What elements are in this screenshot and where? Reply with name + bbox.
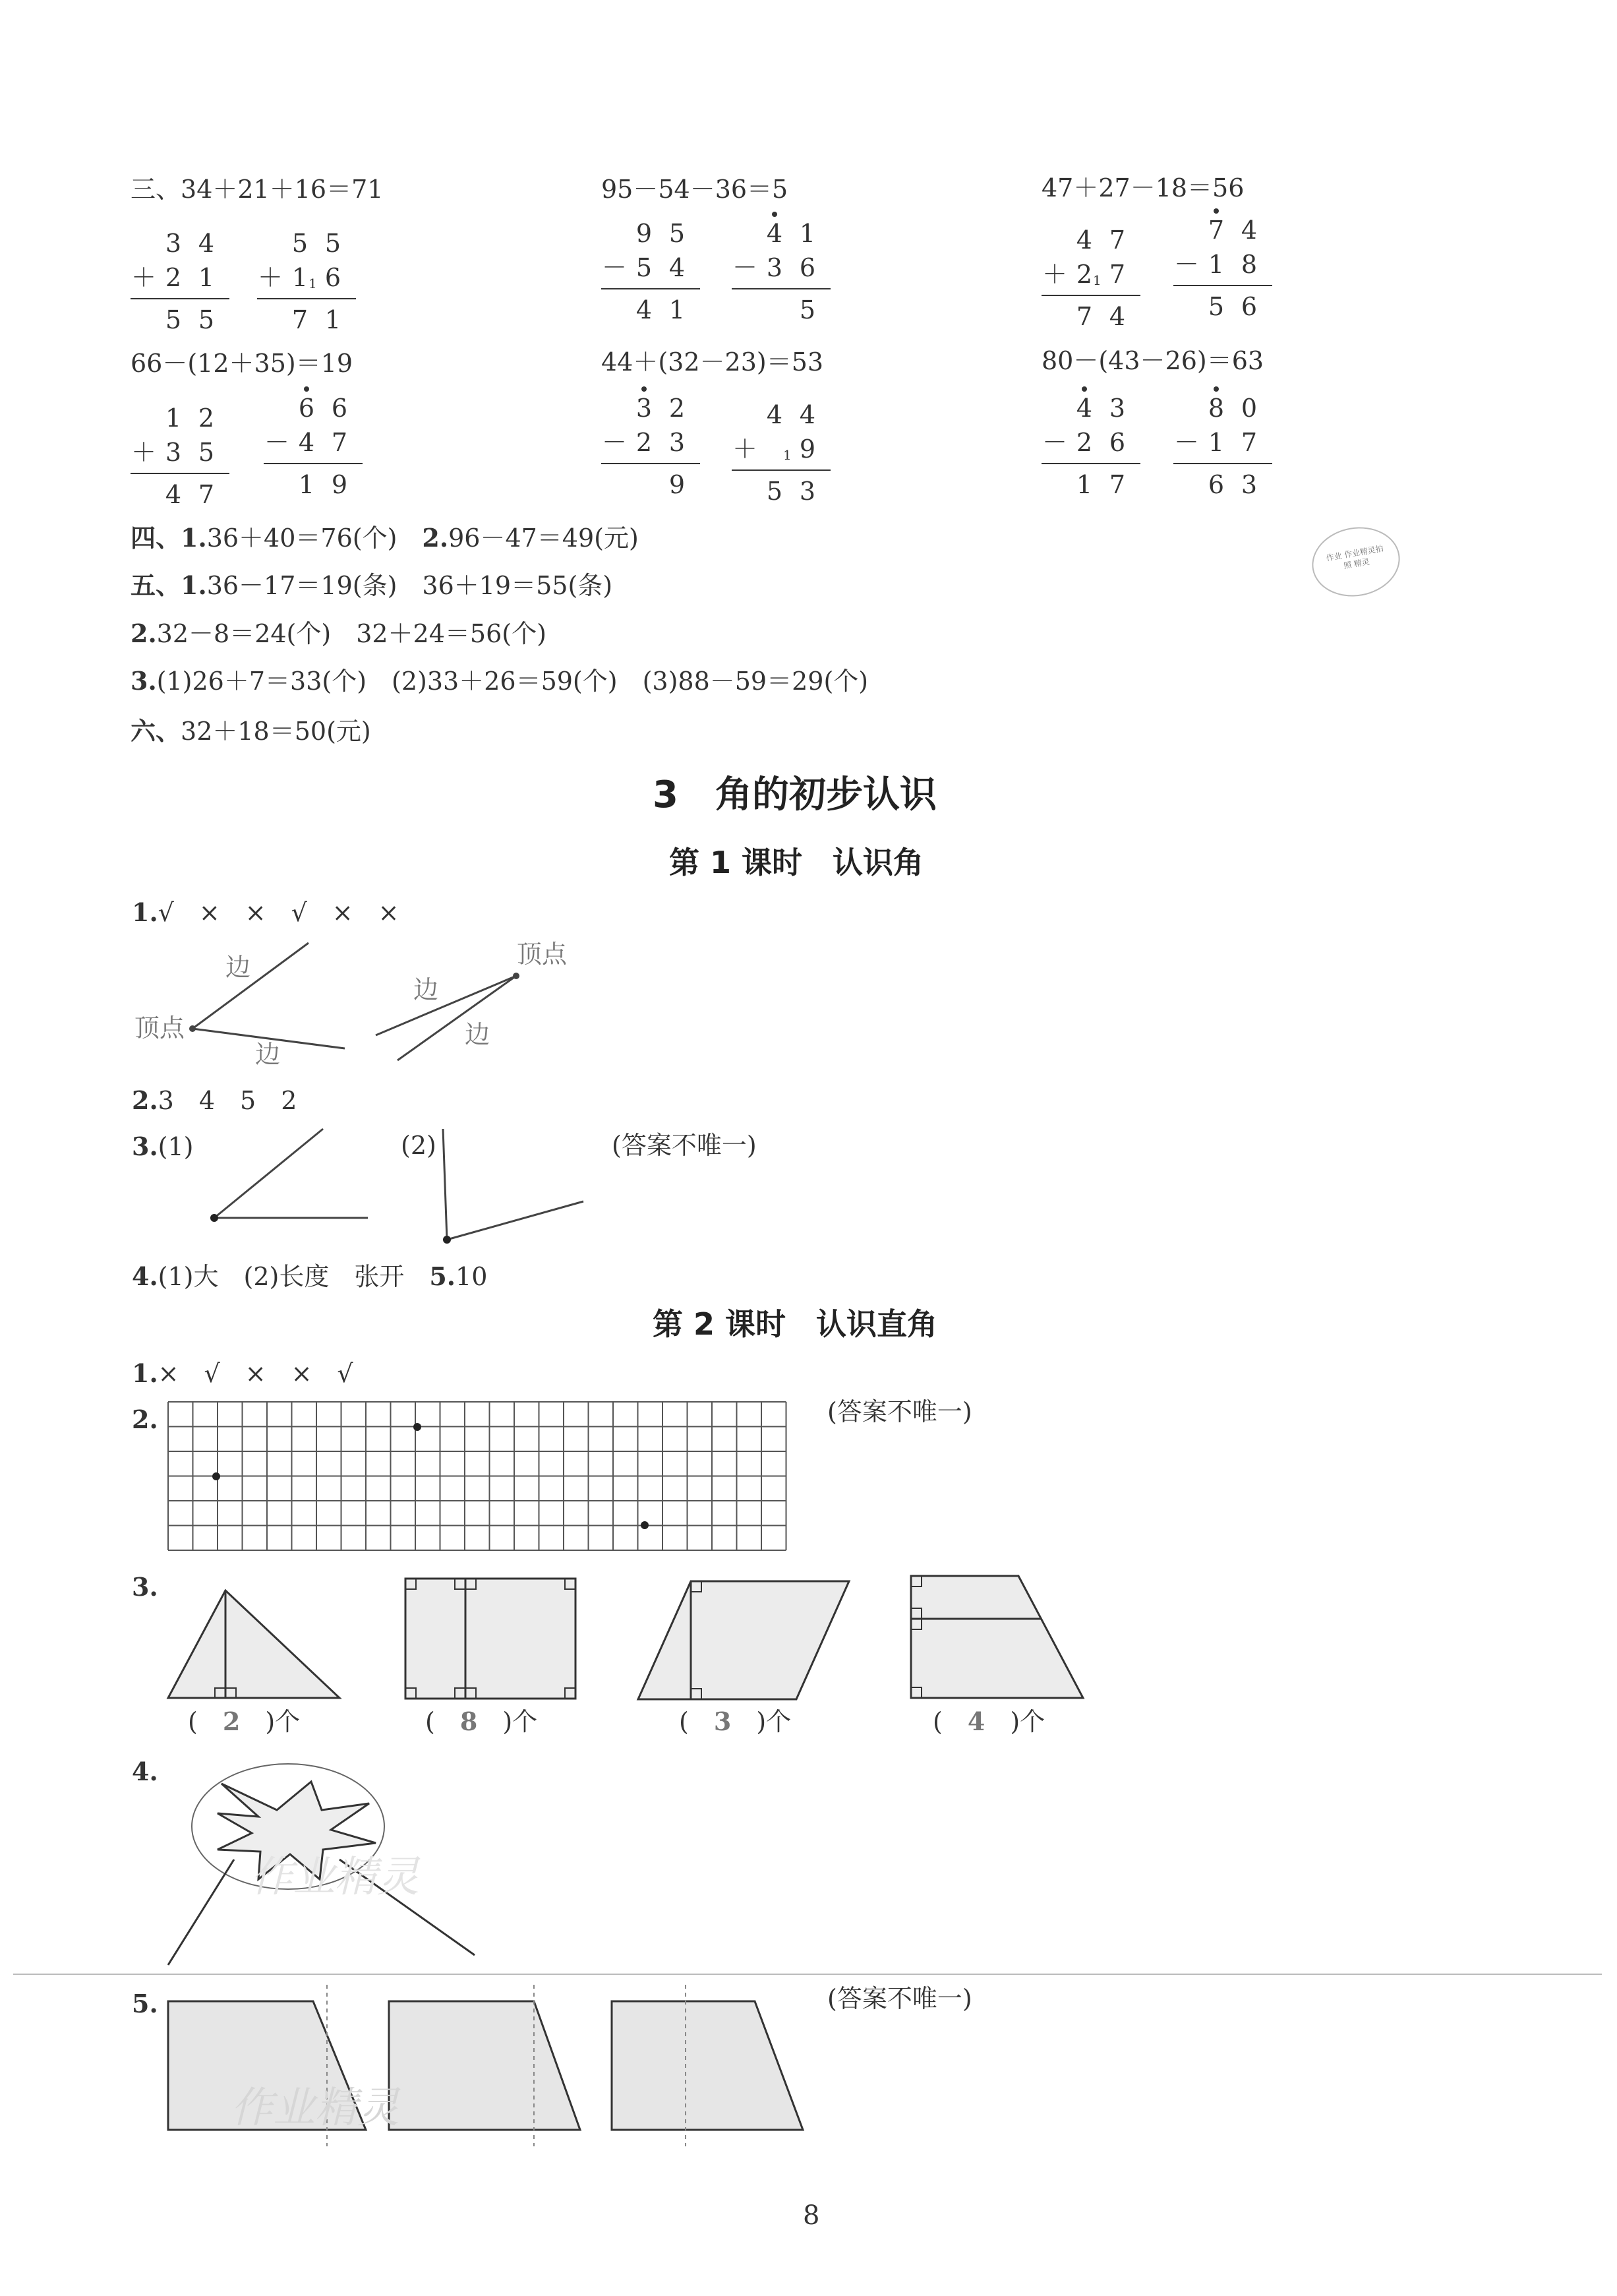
section6-line: 六、32＋18＝50(元) [131, 716, 371, 746]
calc-digit: 1 [291, 263, 309, 292]
label-edge: 边 [413, 975, 439, 1004]
calc-digit: 1 [324, 305, 341, 334]
calc-digit: 7 [198, 480, 215, 509]
section3-eq4: 66－(12＋35)＝19 [131, 349, 353, 378]
calc-digit: 4 [198, 229, 215, 258]
calc-digit: 6 [324, 263, 341, 292]
calc-digit: 4 [1076, 394, 1093, 423]
calc-carry: 1 [783, 447, 792, 463]
calc-digit: 3 [668, 428, 686, 457]
calc-digit: 9 [331, 470, 348, 499]
calc-digit: 5 [799, 295, 816, 324]
l2-q2-num: 2. [132, 1405, 158, 1434]
calc-digit: 1 [298, 470, 315, 499]
calc-digit: 2 [668, 394, 686, 423]
l1-q3: 3.(1) [132, 1132, 194, 1161]
section3-eq6: 80－(43－26)＝63 [1042, 346, 1264, 375]
section3-eq5: 44＋(32－23)＝53 [601, 347, 824, 377]
calc-operator: － [1173, 250, 1199, 279]
calc-carry: 1 [1093, 272, 1102, 288]
calc-digit: 5 [198, 438, 215, 467]
calc-digit: 7 [1109, 470, 1126, 499]
calc-digit: 4 [668, 253, 686, 282]
calc-digit: 1 [198, 263, 215, 292]
l2-q5-note: (答案不唯一) [827, 1984, 972, 2013]
calc-digit: 6 [1208, 470, 1225, 499]
l1-q2: 2.3 4 5 2 [132, 1085, 297, 1115]
calc-digit: 3 [635, 394, 653, 423]
l2-q2-note: (答案不唯一) [827, 1397, 972, 1426]
calc-digit: 4 [1076, 226, 1093, 255]
fold-shape-2 [389, 2001, 580, 2130]
calc-digit: 5 [766, 477, 783, 506]
calc-digit: 3 [766, 253, 783, 282]
l1-q3-part2: (2) [401, 1131, 436, 1160]
l1-q3-note: (答案不唯一) [612, 1131, 757, 1160]
calc-digit: 3 [165, 438, 182, 467]
calc-digit: 6 [331, 394, 348, 423]
calc-operator: ＋ [131, 438, 156, 467]
calc-digit: 4 [1109, 302, 1126, 331]
l1-q4: 4.(1)大 (2)长度 张开 5.10 [132, 1261, 488, 1291]
calc-digit: 2 [165, 263, 182, 292]
stamp-text: 作业 作业精灵拍照 精灵 [1325, 543, 1384, 570]
calc-digit: 7 [1076, 302, 1093, 331]
calc-operator: － [601, 428, 627, 457]
calc-operator: － [264, 428, 289, 457]
calc-digit: 1 [799, 219, 816, 248]
calc-digit: 8 [1208, 394, 1225, 423]
calc-digit: 2 [635, 428, 653, 457]
watermark: 作业精灵 [231, 2084, 399, 2132]
calc-operator: － [601, 253, 627, 282]
label-vertex: 顶点 [134, 1013, 185, 1042]
calc-digit: 9 [668, 470, 686, 499]
calc-digit: 6 [1241, 292, 1258, 321]
calc-digit: 2 [198, 404, 215, 433]
fold-shape-3 [612, 2001, 803, 2130]
calc-digit: 4 [1241, 216, 1258, 245]
calc-digit: 5 [165, 305, 182, 334]
l2-q3-num: 3. [132, 1572, 158, 1602]
calc-digit: 7 [1109, 260, 1126, 289]
calc-digit: 3 [1109, 394, 1126, 423]
calc-operator: － [732, 253, 757, 282]
l2-q5-num: 5. [132, 1989, 158, 2018]
calc-carry: 1 [309, 276, 317, 291]
calc-digit: 3 [799, 477, 816, 506]
label-edge: 边 [465, 1020, 490, 1049]
calc-digit: 1 [165, 404, 182, 433]
section5-line2: 2.32－8＝24(个) 32＋24＝56(个) [131, 619, 546, 648]
count-rectangle: ( 8 )个 [425, 1707, 538, 1736]
watermark: 作业精灵 [250, 1853, 419, 1902]
calc-digit: 7 [1109, 226, 1126, 255]
page-number: 8 [803, 2200, 820, 2231]
calc-digit: 4 [298, 428, 315, 457]
calc-digit: 4 [799, 400, 816, 429]
calc-digit: 0 [1241, 394, 1258, 423]
l2-q4-num: 4. [132, 1757, 158, 1786]
calc-digit: 1 [1208, 250, 1225, 279]
chapter-title: 3 角的初步认识 [653, 773, 937, 816]
calc-operator: ＋ [131, 263, 156, 292]
calc-digit: 4 [766, 400, 783, 429]
lesson2-title: 第 2 课时 认识直角 [653, 1306, 938, 1342]
calc-digit: 5 [1208, 292, 1225, 321]
calc-digit: 5 [668, 219, 686, 248]
section3-eq2: 95－54－36＝5 [601, 175, 788, 204]
calc-digit: 1 [1208, 428, 1225, 457]
section5-line3: 3.(1)26＋7＝33(个) (2)33＋26＝59(个) (3)88－59＝29(个) [131, 666, 869, 696]
calc-operator: － [1042, 428, 1067, 457]
calc-digit: 5 [291, 229, 309, 258]
calc-digit: 3 [1241, 470, 1258, 499]
l2-q1: 1.× √ × × √ [132, 1358, 353, 1388]
label-edge: 边 [255, 1040, 281, 1069]
calc-digit: 5 [198, 305, 215, 334]
calc-digit: 6 [1109, 428, 1126, 457]
calc-digit: 5 [324, 229, 341, 258]
calc-digit: 6 [298, 394, 315, 423]
section4-line: 四、1.36＋40＝76(个) 2.96－47＝49(元) [131, 523, 639, 553]
calc-digit: 9 [635, 219, 653, 248]
calc-digit: 8 [1241, 250, 1258, 279]
calc-operator: ＋ [257, 263, 283, 292]
calc-digit: 6 [799, 253, 816, 282]
calc-digit: 9 [799, 435, 816, 464]
section3-eq1: 三、34＋21＋16＝71 [131, 175, 384, 204]
section3-eq3: 47＋27－18＝56 [1042, 173, 1245, 202]
calc-digit: 7 [331, 428, 348, 457]
calc-digit: 1 [1076, 470, 1093, 499]
l1-q1: 1.√ × × √ × × [132, 897, 399, 927]
count-parallelogram: ( 3 )个 [679, 1707, 792, 1736]
calc-digit: 1 [668, 295, 686, 324]
calc-digit: 4 [165, 480, 182, 509]
label-edge: 边 [225, 953, 251, 982]
calc-digit: 4 [635, 295, 653, 324]
label-vertex: 顶点 [517, 940, 568, 969]
lesson1-title: 第 1 课时 认识角 [669, 845, 924, 880]
calc-digit: 7 [1208, 216, 1225, 245]
calc-operator: ＋ [1042, 260, 1067, 289]
calc-digit: 2 [1076, 260, 1093, 289]
calc-digit: 7 [291, 305, 309, 334]
calc-digit: 2 [1076, 428, 1093, 457]
calc-digit: 5 [635, 253, 653, 282]
calc-digit: 7 [1241, 428, 1258, 457]
count-triangle: ( 2 )个 [188, 1707, 301, 1736]
section5-line1: 五、1.36－17＝19(条) 36＋19＝55(条) [131, 570, 613, 600]
calc-digit: 4 [766, 219, 783, 248]
calc-operator: － [1173, 428, 1199, 457]
calc-operator: ＋ [732, 435, 757, 464]
count-trapezoid: ( 4 )个 [933, 1707, 1045, 1736]
calc-digit: 3 [165, 229, 182, 258]
